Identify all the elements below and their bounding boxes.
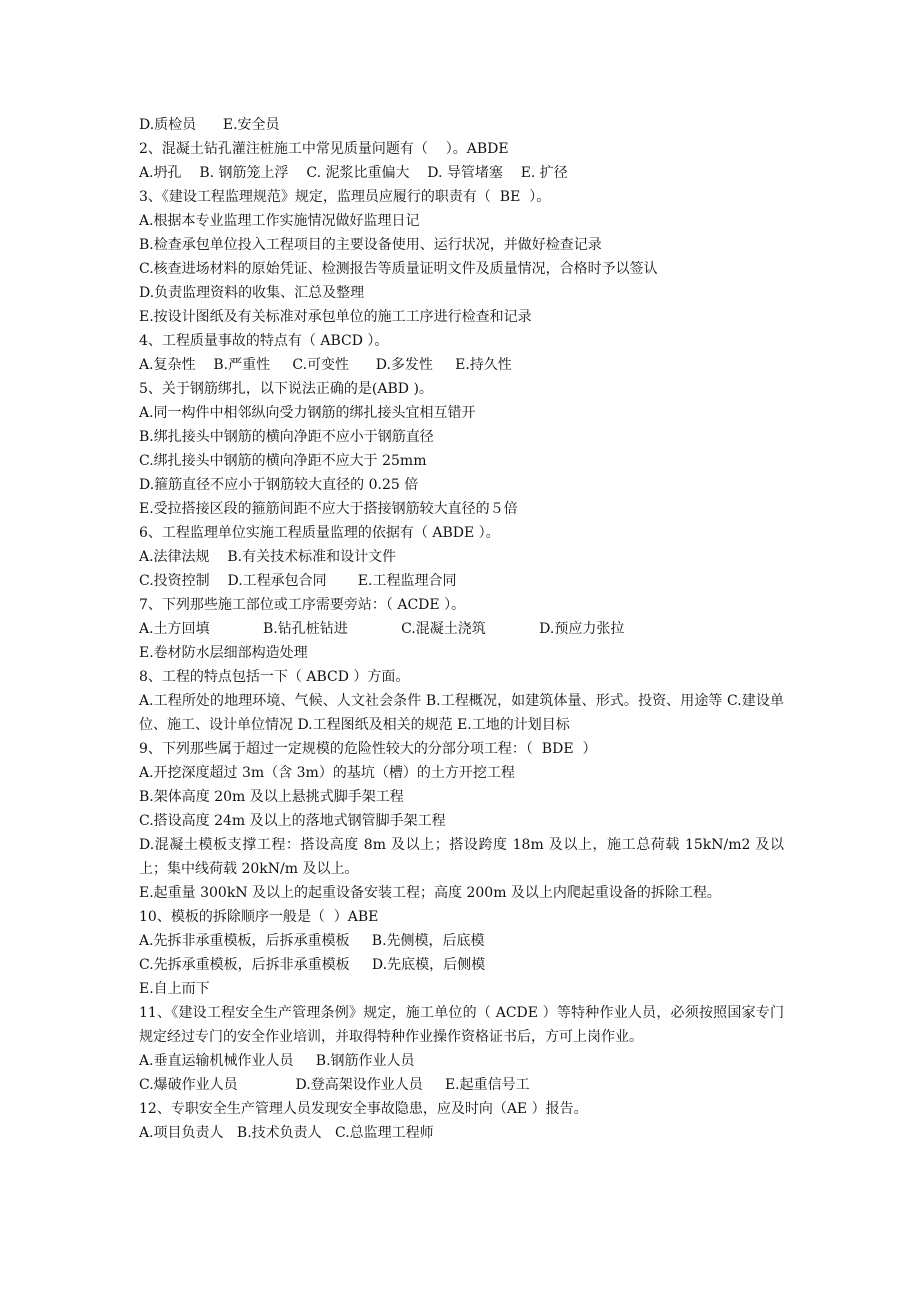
- text-line: E.自上而下: [139, 981, 210, 997]
- question-7: 7、下列那些施工部位或工序需要旁站：（ ACDE ）。: [139, 597, 466, 613]
- question-3: 3、《建设工程监理规范》规定，监理员应履行的职责有（ BE ）。: [139, 189, 551, 205]
- text-line: D.箍筋直径不应小于钢筋较大直径的 0.25 倍: [139, 477, 419, 493]
- text-line: A.先拆非承重模板，后拆承重模板 B.先侧模，后底模: [139, 933, 485, 949]
- question-6: 6、工程监理单位实施工程质量监理的依据有（ ABDE ）。: [139, 525, 500, 541]
- text-line: A.垂直运输机械作业人员 B.钢筋作业人员: [139, 1053, 415, 1069]
- question-12: 12、专职安全生产管理人员发现安全事故隐患，应及时向（AE ）报告。: [139, 1101, 588, 1117]
- text-line: C.搭设高度 24m 及以上的落地式钢管脚手架工程: [139, 813, 446, 829]
- question-4: 4、工程质量事故的特点有（ ABCD ）。: [139, 333, 389, 349]
- text-line: A.坍孔 B. 钢筋笼上浮 C. 泥浆比重偏大 D. 导管堵塞 E. 扩径: [139, 165, 568, 181]
- text-line: C.核查进场材料的原始凭证、检测报告等质量证明文件及质量情况，合格时予以签认: [139, 261, 658, 277]
- text-line: E.按设计图纸及有关标准对承包单位的施工工序进行检查和记录: [139, 309, 532, 325]
- text-line: B.检查承包单位投入工程项目的主要设备使用、运行状况，并做好检查记录: [139, 237, 602, 253]
- document-page: [139, 113, 784, 1145]
- text-line: A.同一构件中相邻纵向受力钢筋的绑扎接头宜相互错开: [139, 405, 476, 421]
- question-10: 10、模板的拆除顺序一般是（ ）ABE: [139, 909, 379, 925]
- text-line: E.起重量 300kN 及以上的起重设备安装工程；高度 200m 及以上内爬起重设备的拆除工程。: [139, 885, 721, 901]
- text-line: E.受拉搭接区段的箍筋间距不应大于搭接钢筋较大直径的５倍: [139, 501, 518, 517]
- text-line: C.爆破作业人员 D.登高架设作业人员 E.起重信号工: [139, 1077, 530, 1093]
- text-line: B.绑扎接头中钢筋的横向净距不应小于钢筋直径: [139, 429, 434, 445]
- text-line: A.土方回填 B.钻孔桩钻进 C.混凝土浇筑 D.预应力张拉: [139, 621, 625, 637]
- text-line: C.投资控制 D.工程承包合同 E.工程监理合同: [139, 573, 457, 589]
- text-line: A.开挖深度超过 3m（含 3m）的基坑（槽）的土方开挖工程: [139, 765, 515, 781]
- text-line: C.先拆承重模板，后拆非承重模板 D.先底模，后侧模: [139, 957, 486, 973]
- text-line: A.项目负责人 B.技术负责人 C.总监理工程师: [139, 1125, 434, 1141]
- question-8-options: A.工程所处的地理环境、气候、人文社会条件 B.工程概况，如建筑体量、形式。投资、用途等 C.建设单位、施工、设计单位情况 D.工程图纸及相关的规范 E.工地的计划目标: [139, 693, 784, 733]
- question-11: 11、《建设工程安全生产管理条例》规定，施工单位的（ ACDE ）等特种作业人员，必须按照国家专门规定经过专门的安全作业培训，并取得特种作业操作资格证书后，方可上岗作业。: [139, 1005, 784, 1045]
- text-line: C.绑扎接头中钢筋的横向净距不应大于 25mm: [139, 453, 427, 469]
- question-9: 9、下列那些属于超过一定规模的危险性较大的分部分项工程：（ BDE ）: [139, 741, 597, 757]
- text-line: E.卷材防水层细部构造处理: [139, 645, 308, 661]
- text-line: D.质检员 E.安全员: [139, 117, 280, 133]
- text-line: A.根据本专业监理工作实施情况做好监理日记: [139, 213, 420, 229]
- question-5: 5、关于钢筋绑扎，以下说法正确的是(ABD )。: [139, 381, 433, 397]
- question-2: 2、混凝土钻孔灌注桩施工中常见质量问题有（ ）。ABDE: [139, 141, 509, 157]
- text-line: A.复杂性 B.严重性 C.可变性 D.多发性 E.持久性: [139, 357, 512, 373]
- question-8: 8、工程的特点包括一下（ ABCD ）方面。: [139, 669, 410, 685]
- text-line: D.负责监理资料的收集、汇总及整理: [139, 285, 365, 301]
- text-line: B.架体高度 20m 及以上悬挑式脚手架工程: [139, 789, 404, 805]
- text-line: A.法律法规 B.有关技术标准和设计文件: [139, 549, 397, 565]
- question-9-option-d: D.混凝土模板支撑工程：搭设高度 8m 及以上；搭设跨度 18m 及以上，施工总荷载 15kN/m2 及以上；集中线荷载 20kN/m 及以上。: [139, 837, 784, 877]
